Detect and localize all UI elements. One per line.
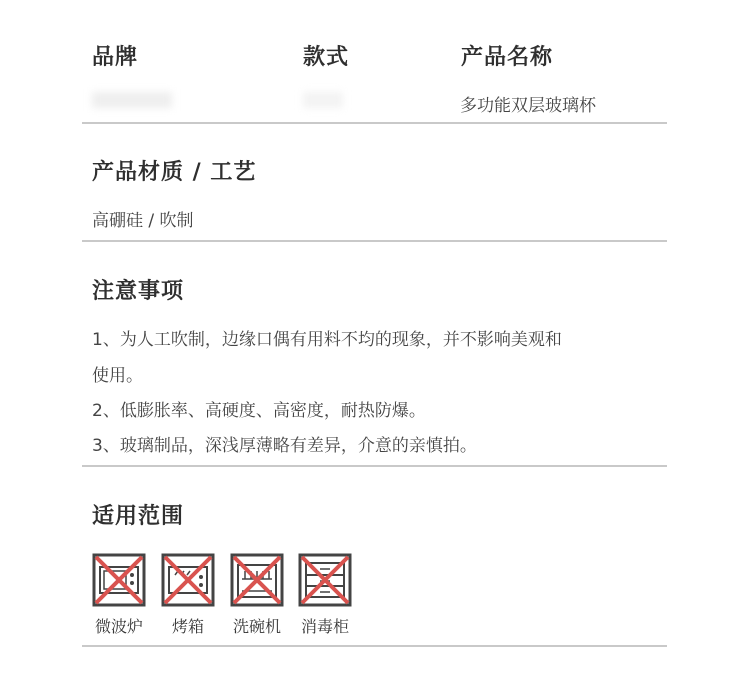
note-line-1: 1、为人工吹制，边缘口偶有用料不均的现象，并不影响美观和 bbox=[92, 330, 562, 350]
dishwasher-icon bbox=[230, 553, 284, 607]
product-name-value: 多功能双层玻璃杯 bbox=[460, 96, 596, 116]
product-name-label: 产品名称 bbox=[461, 45, 554, 70]
notes-title: 注意事项 bbox=[92, 279, 185, 304]
material-title: 产品材质 / 工艺 bbox=[92, 160, 257, 185]
divider-3 bbox=[82, 465, 667, 467]
divider-4 bbox=[82, 645, 667, 647]
style-value-blurred bbox=[303, 92, 343, 108]
divider-2 bbox=[82, 240, 667, 242]
sterilizer-icon bbox=[298, 553, 352, 607]
microwave-icon bbox=[92, 553, 146, 607]
microwave-label: 微波炉 bbox=[94, 617, 143, 636]
note-line-3: 2、低膨胀率、高硬度、高密度，耐热防爆。 bbox=[92, 401, 426, 421]
divider-1 bbox=[82, 122, 667, 124]
brand-label: 品牌 bbox=[92, 45, 139, 70]
material-value: 高硼硅 / 吹制 bbox=[92, 211, 194, 231]
oven-icon bbox=[161, 553, 215, 607]
oven-label: 烤箱 bbox=[171, 617, 204, 636]
usage-title: 适用范围 bbox=[92, 504, 185, 529]
dishwasher-label: 洗碗机 bbox=[232, 617, 281, 636]
note-line-4: 3、玻璃制品，深浅厚薄略有差异，介意的亲慎拍。 bbox=[92, 436, 477, 456]
note-line-2: 使用。 bbox=[92, 366, 143, 386]
brand-value-blurred bbox=[92, 92, 172, 108]
style-label: 款式 bbox=[303, 45, 350, 70]
sterilizer-label: 消毒柜 bbox=[300, 617, 349, 636]
